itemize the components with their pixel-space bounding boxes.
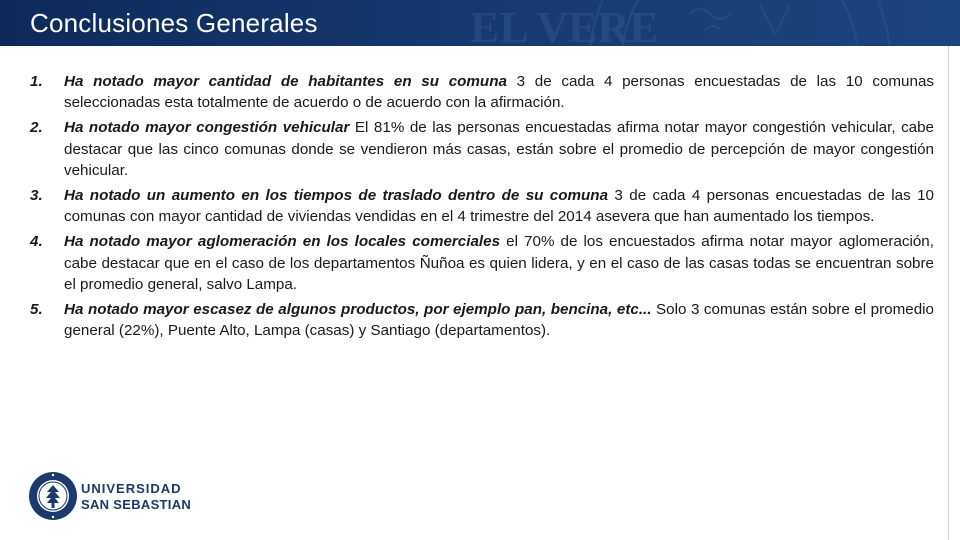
item-lead: Ha notado mayor congestión vehicular (64, 119, 350, 137)
item-lead: Ha notado mayor aglomeración en los locales comerciales (64, 233, 501, 251)
item-number: 4. (30, 233, 43, 251)
university-logo (27, 468, 207, 524)
right-divider (948, 46, 949, 540)
item-text (64, 117, 934, 181)
item-body: 3 de cada 4 personas encuestadas de las 10 comunas seleccionadas esta totalmente de acuerdo o de acuerdo con la afirmación. (64, 73, 934, 112)
item-number: 1. (30, 73, 43, 90)
item-number: 5. (30, 301, 43, 319)
item-lead: Ha notado mayor cantidad de habitantes en su comuna (64, 73, 507, 90)
page-title: Conclusiones Generales (30, 8, 318, 38)
item-body: El 81% de las personas encuestadas afirma notar mayor congestión vehicular, cabe destacar que las cinco comunas donde se vendieron más casas, están sobre el promedio de percepción de mayor congestión vehicular. (64, 119, 934, 179)
item-number: 2. (30, 119, 43, 137)
list-item (30, 117, 934, 181)
list-item (30, 299, 934, 341)
item-text (64, 185, 934, 227)
university-seal-icon (27, 470, 79, 522)
item-body: 3 de cada 4 personas encuestadas de las 10 comunas con mayor cantidad de viviendas vendidas en el 4 trimestre del 2014 asevera que han aumentado los tiempos. (64, 187, 934, 226)
logo-line-1: UNIVERSIDAD (81, 481, 182, 496)
list-item (30, 71, 934, 113)
item-body: el 70% de los encuestados afirma notar mayor aglomeración, cabe destacar que en el caso de los departamentos Ñuñoa es quien lidera, y en el caso de las casas todas se encuentran sobre el promedio general, salvo Lampa. (64, 233, 934, 293)
item-text (64, 299, 934, 341)
item-lead: Ha notado mayor escasez de algunos productos, por ejemplo pan, bencina, etc... (64, 301, 652, 319)
item-text (64, 71, 934, 113)
slide-header (0, 0, 960, 46)
list-item (30, 185, 934, 227)
item-text (64, 231, 934, 295)
item-body: Solo 3 comunas están sobre el promedio general (22%), Puente Alto, Lampa (casas) y Santiago (departamentos). (64, 301, 934, 340)
conclusions-list (30, 71, 934, 345)
list-item (30, 231, 934, 295)
logo-line-2: SAN SEBASTIAN (81, 497, 192, 512)
item-number: 3. (30, 187, 43, 205)
watermark-text: EL VERE (470, 3, 659, 46)
item-lead: Ha notado un aumento en los tiempos de traslado dentro de su comuna (64, 187, 609, 205)
